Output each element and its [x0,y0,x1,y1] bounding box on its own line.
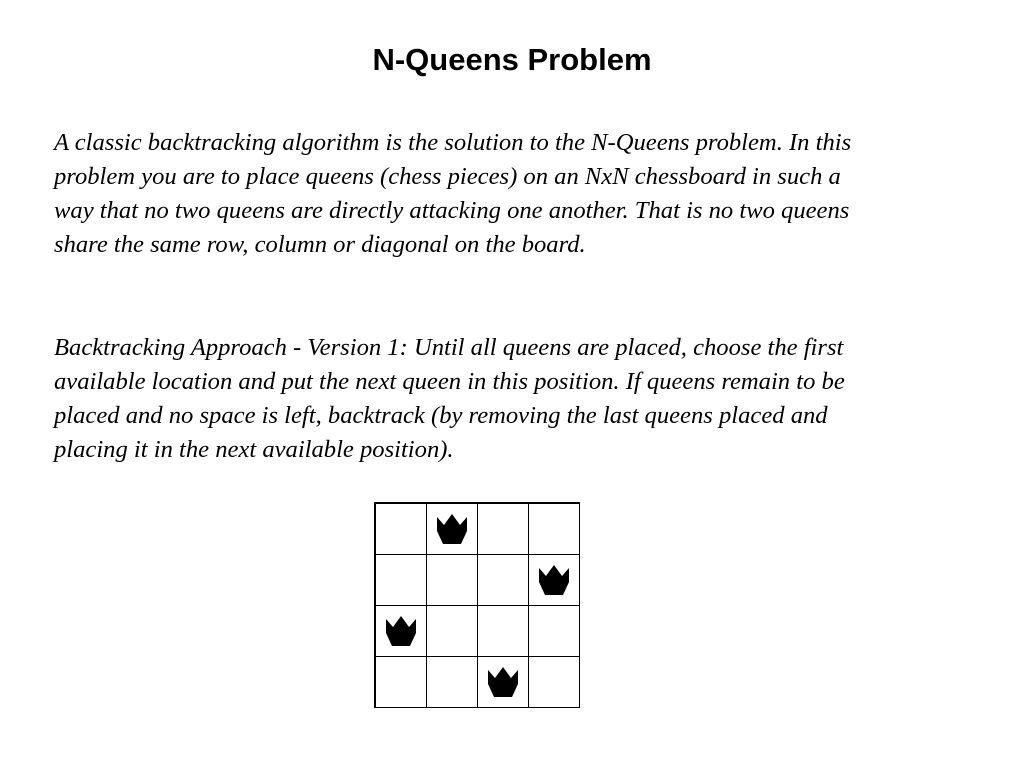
board-square [375,605,427,657]
board-square [477,656,529,708]
queen-icon [383,613,419,649]
chessboard [374,502,580,708]
board-square [426,656,478,708]
queen-icon [485,664,521,700]
board-square [528,605,580,657]
board-square [528,503,580,555]
board-square [528,656,580,708]
board-square [426,503,478,555]
queen-icon [434,511,470,547]
board-square [477,503,529,555]
slide-title: N-Queens Problem [372,42,652,77]
board-square [426,554,478,606]
board-square [375,503,427,555]
board-square [477,554,529,606]
backtracking-approach-paragraph: Backtracking Approach - Version 1: Until all queens are placed, choose the first available location and put the next queen in this position. If queens remain to be placed and no space is left, backtrack (by removing the last queens placed and placing it in the next available position). [54,334,845,463]
board-square [528,554,580,606]
queen-icon [536,562,572,598]
board-square [375,656,427,708]
board-square [375,554,427,606]
board-square [426,605,478,657]
board-square [477,605,529,657]
description-paragraph: A classic backtracking algorithm is the solution to the N-Queens problem. In this problem you are to place queens (chess pieces) on an NxN chessboard in such a way that no two queens are directly attacking one another. That is no two queens share the same row, column or diagonal on the board. [54,129,852,258]
